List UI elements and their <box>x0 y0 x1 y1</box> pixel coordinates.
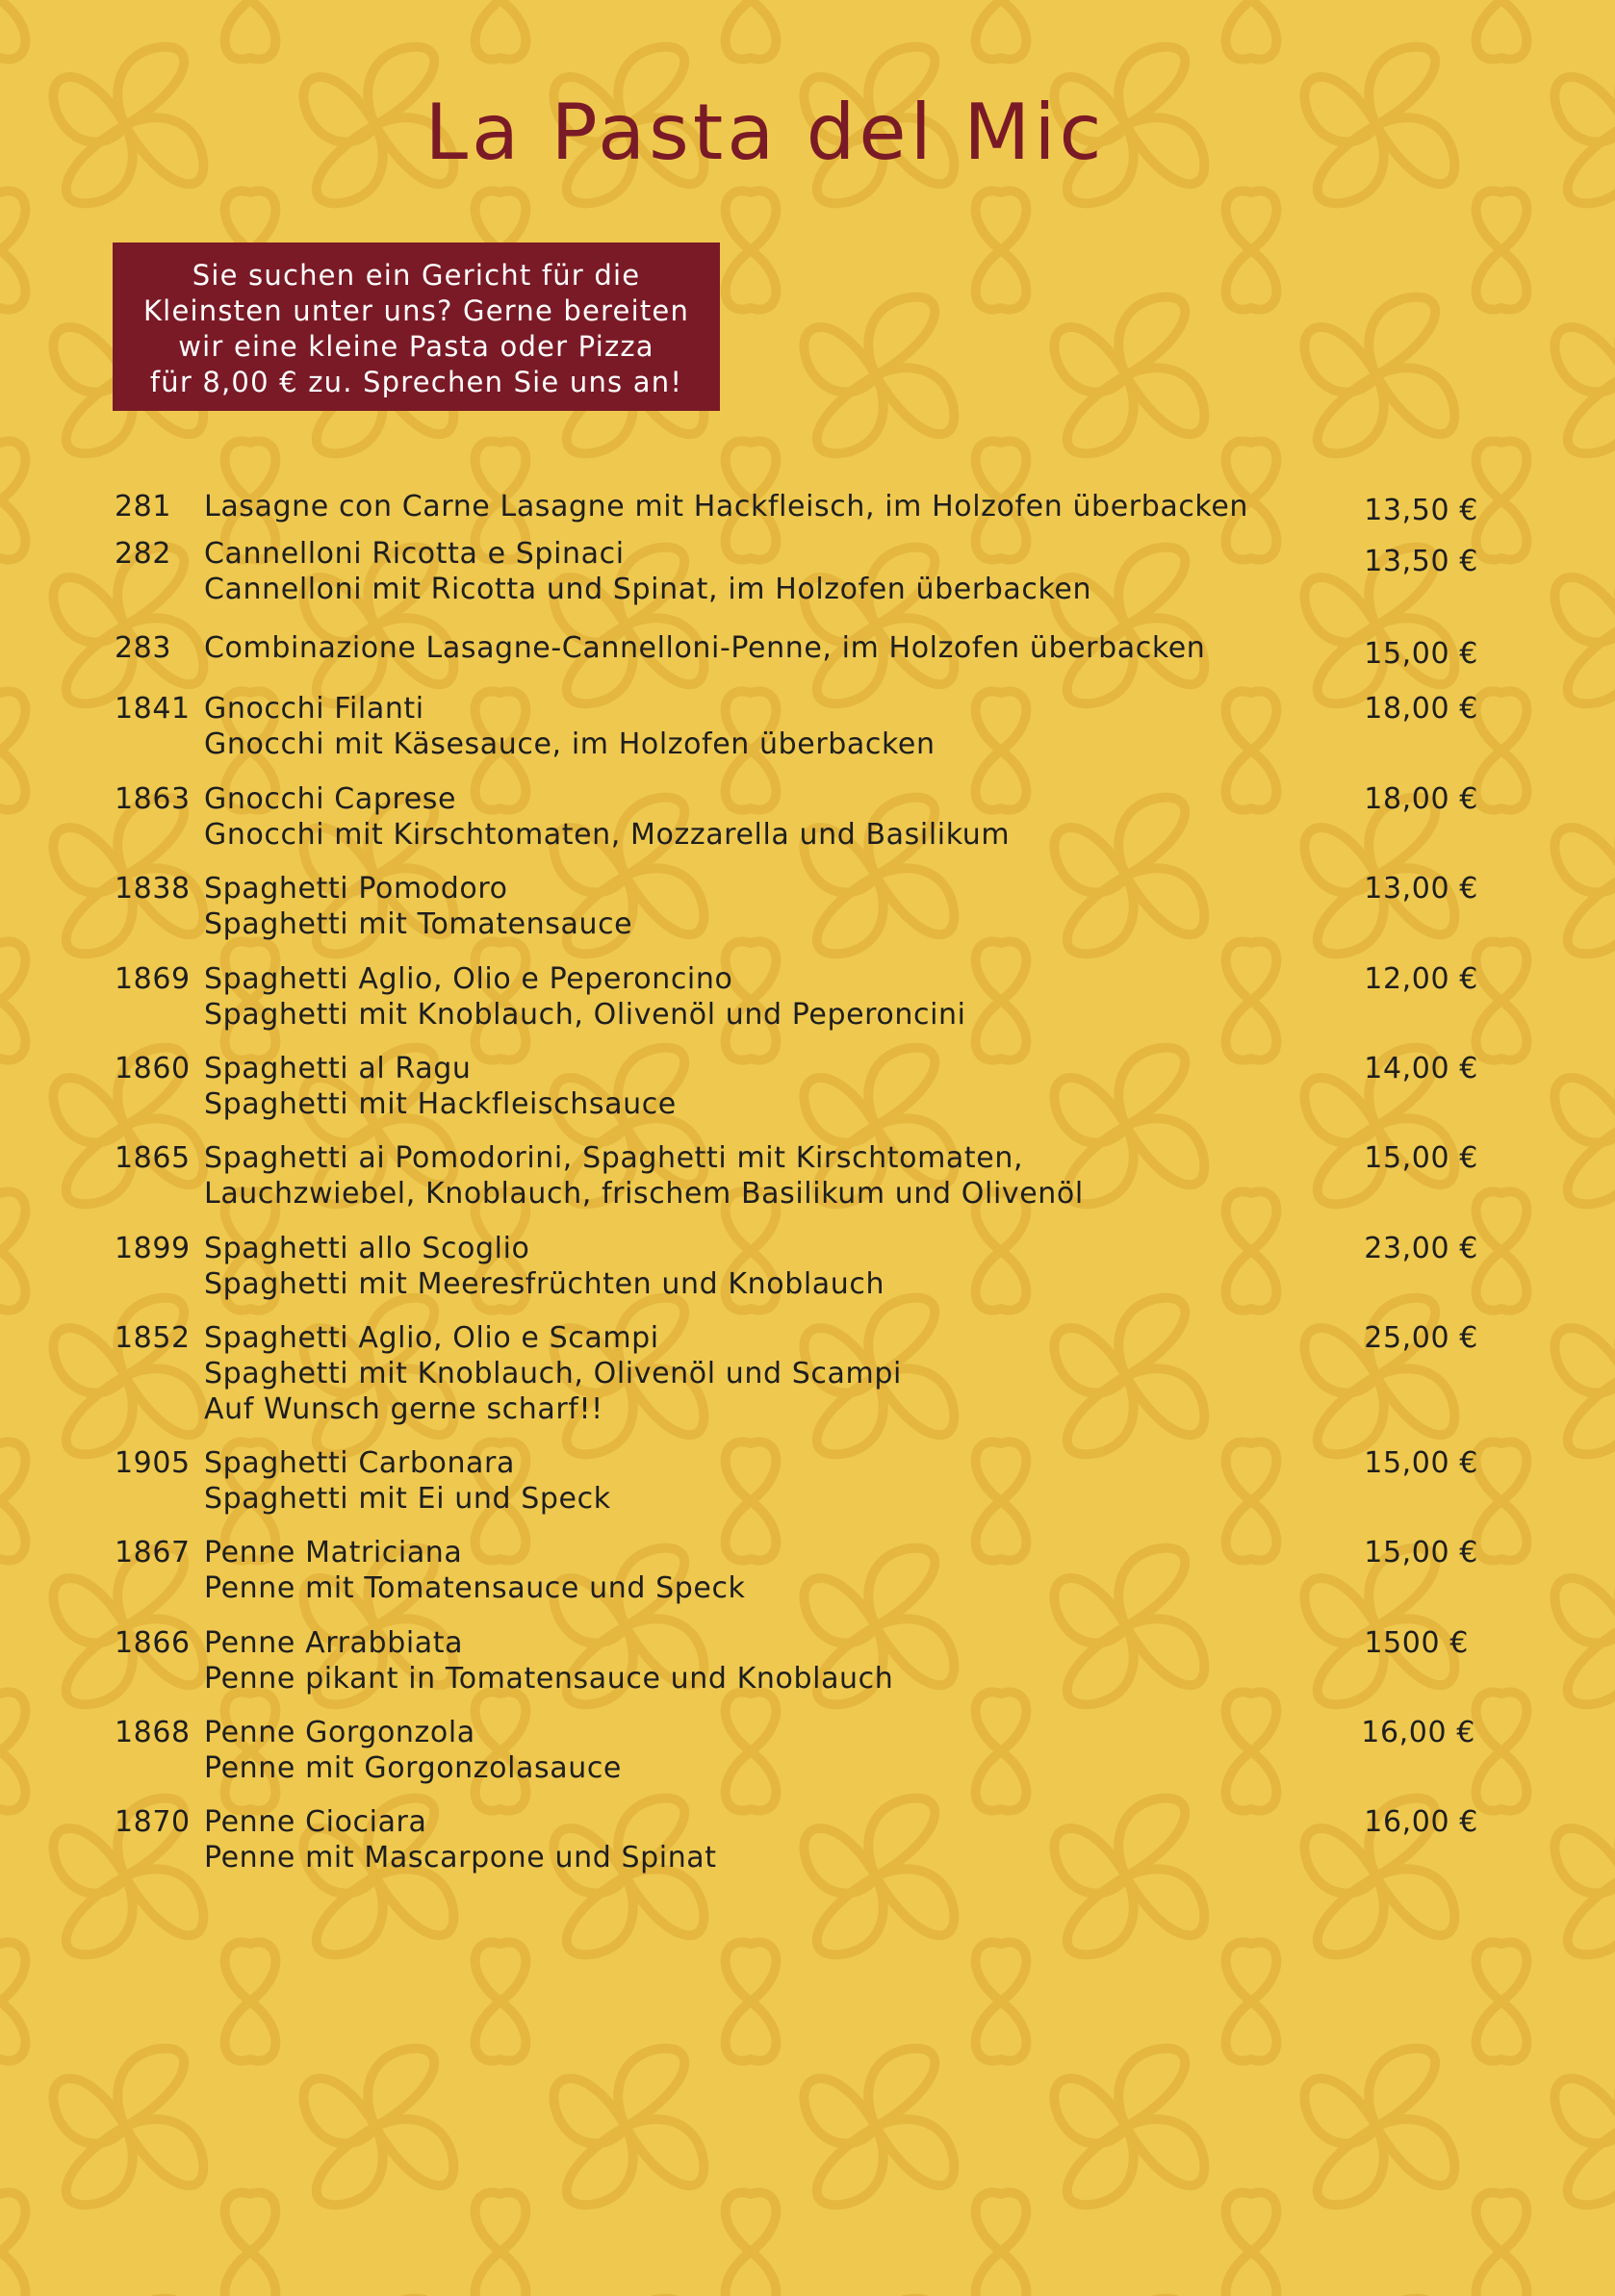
item-line: Spaghetti Pomodoro <box>204 872 508 906</box>
item-number: 1866 <box>115 1626 191 1660</box>
item-description <box>204 1320 1359 1427</box>
item-line: Lauchzwiebel, Knoblauch, frischem Basilikum und Olivenöl <box>204 1177 1084 1211</box>
item-price: 15,00 € <box>1364 1446 1478 1480</box>
item-description <box>204 781 1359 853</box>
item-line: Gnocchi mit Käsesauce, im Holzofen überbacken <box>204 727 936 761</box>
notice-line: Kleinsten unter uns? Gerne bereiten <box>142 294 690 327</box>
item-price: 14,00 € <box>1364 1052 1478 1085</box>
item-description <box>204 1140 1359 1212</box>
item-description <box>204 489 1359 524</box>
item-price: 15,00 € <box>1364 637 1478 671</box>
item-price: 13,00 € <box>1364 872 1478 906</box>
item-description <box>204 1051 1359 1122</box>
item-line: Spaghetti mit Knoblauch, Olivenöl und Scampi <box>204 1357 902 1390</box>
item-price: 18,00 € <box>1364 782 1478 816</box>
item-line: Spaghetti mit Hackfleischsauce <box>204 1087 677 1121</box>
item-price: 23,00 € <box>1364 1232 1478 1265</box>
item-number: 1869 <box>115 962 191 996</box>
item-number: 1863 <box>115 782 191 816</box>
item-description <box>204 1625 1359 1696</box>
item-price: 1500 € <box>1364 1626 1469 1660</box>
item-description <box>204 961 1359 1033</box>
item-line: Spaghetti Aglio, Olio e Peperoncino <box>204 962 733 996</box>
notice-line: wir eine kleine Pasta oder Pizza <box>178 330 654 363</box>
item-line: Spaghetti Aglio, Olio e Scampi <box>204 1321 659 1355</box>
item-number: 1867 <box>115 1536 191 1569</box>
item-number: 1865 <box>115 1141 191 1175</box>
item-number: 1905 <box>115 1446 191 1480</box>
item-line: Penne pikant in Tomatensauce und Knoblauch <box>204 1662 894 1696</box>
item-line: Penne mit Gorgonzolasauce <box>204 1751 622 1785</box>
item-line: Auf Wunsch gerne scharf!! <box>204 1392 603 1426</box>
item-line: Spaghetti mit Meeresfrüchten und Knoblauch <box>204 1267 885 1301</box>
item-line: Spaghetti mit Knoblauch, Olivenöl und Peperoncini <box>204 998 966 1032</box>
item-price: 15,00 € <box>1364 1141 1478 1175</box>
item-description <box>204 1535 1359 1606</box>
item-line: Penne Arrabbiata <box>204 1626 464 1660</box>
item-number: 1870 <box>115 1805 191 1839</box>
item-number: 1868 <box>115 1716 191 1749</box>
item-price: 15,00 € <box>1364 1536 1478 1569</box>
item-description <box>204 630 1359 666</box>
item-number: 283 <box>115 631 172 665</box>
notice-line: für 8,00 € zu. Sprechen Sie uns an! <box>149 366 683 398</box>
item-price: 12,00 € <box>1364 962 1478 996</box>
item-line: Cannelloni mit Ricotta und Spinat, im Holzofen überbacken <box>204 573 1092 606</box>
item-line: Spaghetti mit Tomatensauce <box>204 907 633 941</box>
item-price: 16,00 € <box>1361 1716 1475 1749</box>
item-number: 1841 <box>115 692 191 726</box>
item-price: 13,50 € <box>1364 545 1478 578</box>
item-line: Gnocchi Caprese <box>204 782 457 816</box>
item-number: 1899 <box>115 1232 191 1265</box>
item-line: Penne Gorgonzola <box>204 1716 475 1749</box>
item-description <box>204 691 1359 762</box>
item-description <box>204 1445 1359 1517</box>
item-description <box>204 1804 1359 1875</box>
item-line: Spaghetti Carbonara <box>204 1446 515 1480</box>
item-line: Gnocchi mit Kirschtomaten, Mozzarella und Basilikum <box>204 818 1011 852</box>
item-line: Combinazione Lasagne-Cannelloni-Penne, im Holzofen überbacken <box>204 631 1206 665</box>
item-number: 1860 <box>115 1052 191 1085</box>
kids-notice-box <box>113 242 720 411</box>
item-description <box>204 1715 1359 1786</box>
page-title: La Pasta del Mic <box>424 88 1106 177</box>
item-number: 1838 <box>115 872 191 906</box>
item-line: Penne Matriciana <box>204 1536 463 1569</box>
item-description <box>204 1231 1359 1302</box>
item-price: 13,50 € <box>1364 494 1478 527</box>
notice-line: Sie suchen ein Gericht für die <box>192 259 641 292</box>
item-price: 25,00 € <box>1364 1321 1478 1355</box>
item-price: 18,00 € <box>1364 692 1478 726</box>
item-number: 1852 <box>115 1321 191 1355</box>
item-number: 282 <box>115 537 172 571</box>
item-line: Gnocchi Filanti <box>204 692 424 726</box>
item-line: Penne mit Mascarpone und Spinat <box>204 1841 717 1875</box>
item-description <box>204 871 1359 942</box>
item-line: Spaghetti allo Scoglio <box>204 1232 530 1265</box>
item-price: 16,00 € <box>1364 1805 1478 1839</box>
item-line: Penne Ciociara <box>204 1805 427 1839</box>
item-description <box>204 536 1359 607</box>
item-line: Spaghetti mit Ei und Speck <box>204 1482 611 1516</box>
item-line: Lasagne con Carne Lasagne mit Hackfleisch, im Holzofen überbacken <box>204 490 1248 523</box>
item-line: Spaghetti al Ragu <box>204 1052 472 1085</box>
item-number: 281 <box>115 490 172 523</box>
item-line: Spaghetti ai Pomodorini, Spaghetti mit Kirschtomaten, <box>204 1141 1024 1175</box>
item-line: Penne mit Tomatensauce und Speck <box>204 1571 746 1605</box>
item-line: Cannelloni Ricotta e Spinaci <box>204 537 625 571</box>
